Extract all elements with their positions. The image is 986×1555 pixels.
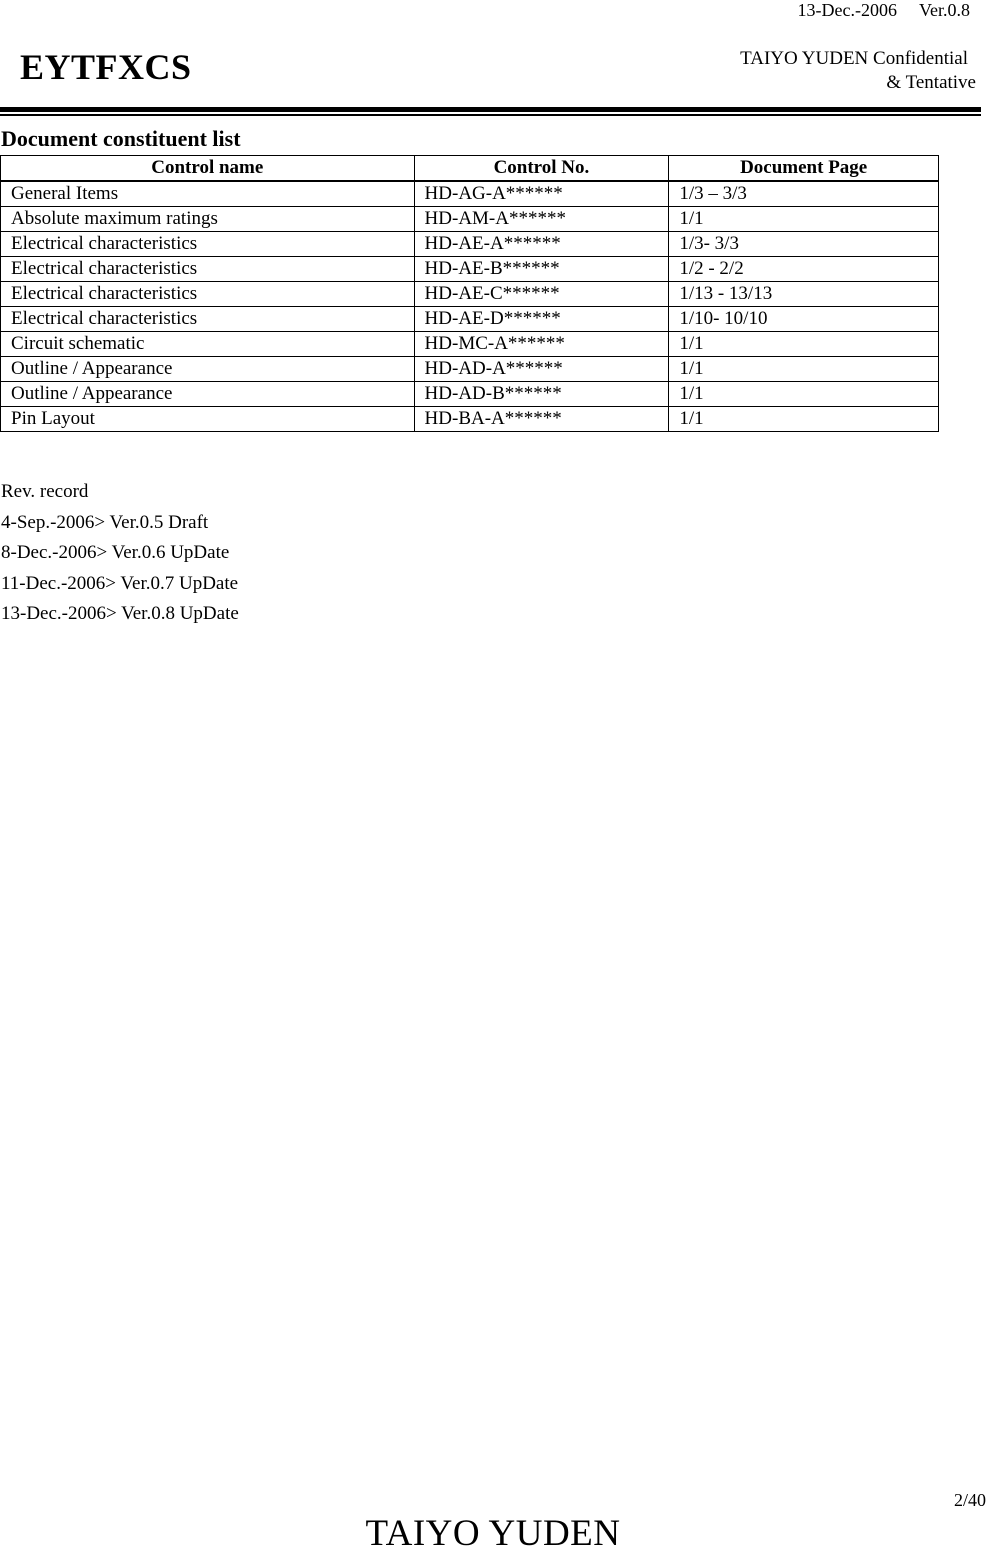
cell-control-name: Outline / Appearance [1,382,415,407]
table-row [1,257,939,282]
header-divider-thin [0,114,981,116]
table-row [1,282,939,307]
document-list-table [0,155,939,432]
cell-control-name: Outline / Appearance [1,357,415,382]
cell-document-page: 1/10- 10/10 [669,307,939,332]
table-row [1,307,939,332]
table-row [1,357,939,382]
cell-control-name: Electrical characteristics [1,257,415,282]
table-row [1,407,939,432]
table-row [1,332,939,357]
header-date-version [798,0,970,21]
cell-control-no: HD-AE-A****** [414,232,669,257]
column-header-document-page: Document Page [669,156,939,182]
revision-entry: 11-Dec.-2006> Ver.0.7 UpDate [1,572,239,594]
cell-control-no: HD-MC-A****** [414,332,669,357]
cell-document-page: 1/1 [669,332,939,357]
table-header-row [1,156,939,182]
page-number: 2/40 [953,1490,986,1510]
cell-document-page: 1/13 - 13/13 [669,282,939,307]
table-row [1,207,939,232]
cell-control-name: Electrical characteristics [1,232,415,257]
header-divider-thick [0,107,981,112]
revision-record-title: Rev. record [1,481,89,502]
cell-control-name: Electrical characteristics [1,307,415,332]
revision-record [1,477,239,630]
cell-document-page: 1/2 - 2/2 [669,257,939,282]
cell-document-page: 1/3 – 3/3 [669,181,939,207]
cell-document-page: 1/1 [669,382,939,407]
revision-entry: 4-Sep.-2006> Ver.0.5 Draft [1,511,209,533]
header-version: Ver.0.8 [919,0,970,20]
section-title: Document constituent list [1,126,241,151]
cell-document-page: 1/1 [669,407,939,432]
cell-control-name: Circuit schematic [1,332,415,357]
cell-control-name: General Items [1,181,415,207]
cell-control-no: HD-AM-A****** [414,207,669,232]
cell-document-page: 1/3- 3/3 [669,232,939,257]
header-date: 13-Dec.-2006 [797,0,897,20]
cell-control-name: Absolute maximum ratings [1,207,415,232]
cell-control-no: HD-AE-C****** [414,282,669,307]
confidential-notice [740,47,976,95]
revision-entry: 13-Dec.-2006> Ver.0.8 UpDate [1,603,239,624]
confidential-line-2: & Tentative [886,72,976,93]
cell-control-no: HD-AD-B****** [414,382,669,407]
cell-control-name: Pin Layout [1,407,415,432]
cell-control-no: HD-AD-A****** [414,357,669,382]
table-row [1,382,939,407]
cell-control-name: Electrical characteristics [1,282,415,307]
cell-control-no: HD-BA-A****** [414,407,669,432]
cell-control-no: HD-AG-A****** [414,181,669,207]
footer-brand: TAIYO YUDEN [365,1513,621,1554]
cell-control-no: HD-AE-D****** [414,307,669,332]
confidential-line-1: TAIYO YUDEN Confidential [740,48,968,69]
column-header-control-name: Control name [1,156,415,182]
table-row [1,232,939,257]
cell-control-no: HD-AE-B****** [414,257,669,282]
revision-entry: 8-Dec.-2006> Ver.0.6 UpDate [1,542,230,563]
cell-document-page: 1/1 [669,357,939,382]
table-row [1,181,939,207]
column-header-control-no: Control No. [414,156,669,182]
cell-document-page: 1/1 [669,207,939,232]
product-code: EYTFXCS [20,47,192,87]
